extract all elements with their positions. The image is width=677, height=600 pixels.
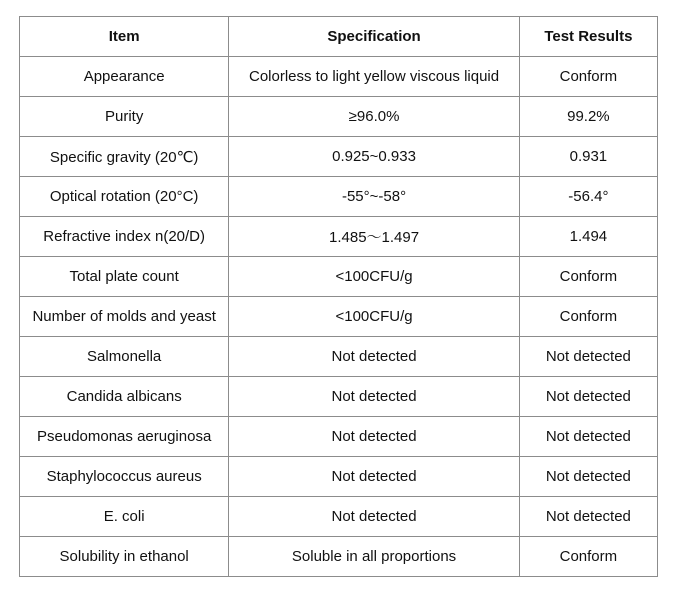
cell-item: Optical rotation (20°C) [20, 177, 229, 217]
cell-specification: 0.925~0.933 [229, 137, 519, 177]
cell-test-result: Not detected [519, 377, 657, 417]
cell-test-result: Conform [519, 537, 657, 577]
cell-item: Salmonella [20, 337, 229, 377]
table-row [20, 417, 658, 457]
table-body [20, 57, 658, 577]
cell-item: Total plate count [20, 257, 229, 297]
table-row [20, 377, 658, 417]
table-row [20, 297, 658, 337]
cell-test-result: 0.931 [519, 137, 657, 177]
cell-specification: ≥96.0% [229, 97, 519, 137]
cell-item: Pseudomonas aeruginosa [20, 417, 229, 457]
cell-test-result: Not detected [519, 337, 657, 377]
specification-table [19, 16, 658, 577]
cell-specification: -55°~-58° [229, 177, 519, 217]
table-row [20, 217, 658, 257]
cell-item: Staphylococcus aureus [20, 457, 229, 497]
cell-item: Refractive index n(20/D) [20, 217, 229, 257]
header-test-results: Test Results [519, 17, 657, 57]
cell-specification: Not detected [229, 417, 519, 457]
cell-test-result: Not detected [519, 497, 657, 537]
cell-specification: Not detected [229, 377, 519, 417]
table-header [20, 17, 658, 57]
cell-test-result: 99.2% [519, 97, 657, 137]
cell-specification: Not detected [229, 497, 519, 537]
table-row [20, 337, 658, 377]
cell-specification: Not detected [229, 337, 519, 377]
cell-test-result: -56.4° [519, 177, 657, 217]
cell-item: Appearance [20, 57, 229, 97]
cell-specification: Soluble in all proportions [229, 537, 519, 577]
header-row [20, 17, 658, 57]
cell-item: E. coli [20, 497, 229, 537]
cell-test-result: Not detected [519, 417, 657, 457]
cell-test-result: 1.494 [519, 217, 657, 257]
table-row [20, 457, 658, 497]
header-specification: Specification [229, 17, 519, 57]
cell-specification: <100CFU/g [229, 297, 519, 337]
table-row [20, 137, 658, 177]
cell-specification: Colorless to light yellow viscous liquid [229, 57, 519, 97]
cell-test-result: Not detected [519, 457, 657, 497]
table-row [20, 537, 658, 577]
cell-test-result: Conform [519, 297, 657, 337]
cell-test-result: Conform [519, 257, 657, 297]
cell-specification: Not detected [229, 457, 519, 497]
cell-item: Purity [20, 97, 229, 137]
cell-specification: 1.485～1.497 [229, 217, 519, 257]
cell-item: Candida albicans [20, 377, 229, 417]
cell-specification: <100CFU/g [229, 257, 519, 297]
cell-item: Specific gravity (20℃) [20, 137, 229, 177]
cell-item: Number of molds and yeast [20, 297, 229, 337]
header-item: Item [20, 17, 229, 57]
cell-test-result: Conform [519, 57, 657, 97]
table-row [20, 177, 658, 217]
table-row [20, 257, 658, 297]
table-row [20, 97, 658, 137]
table-row [20, 57, 658, 97]
table-row [20, 497, 658, 537]
cell-item: Solubility in ethanol [20, 537, 229, 577]
